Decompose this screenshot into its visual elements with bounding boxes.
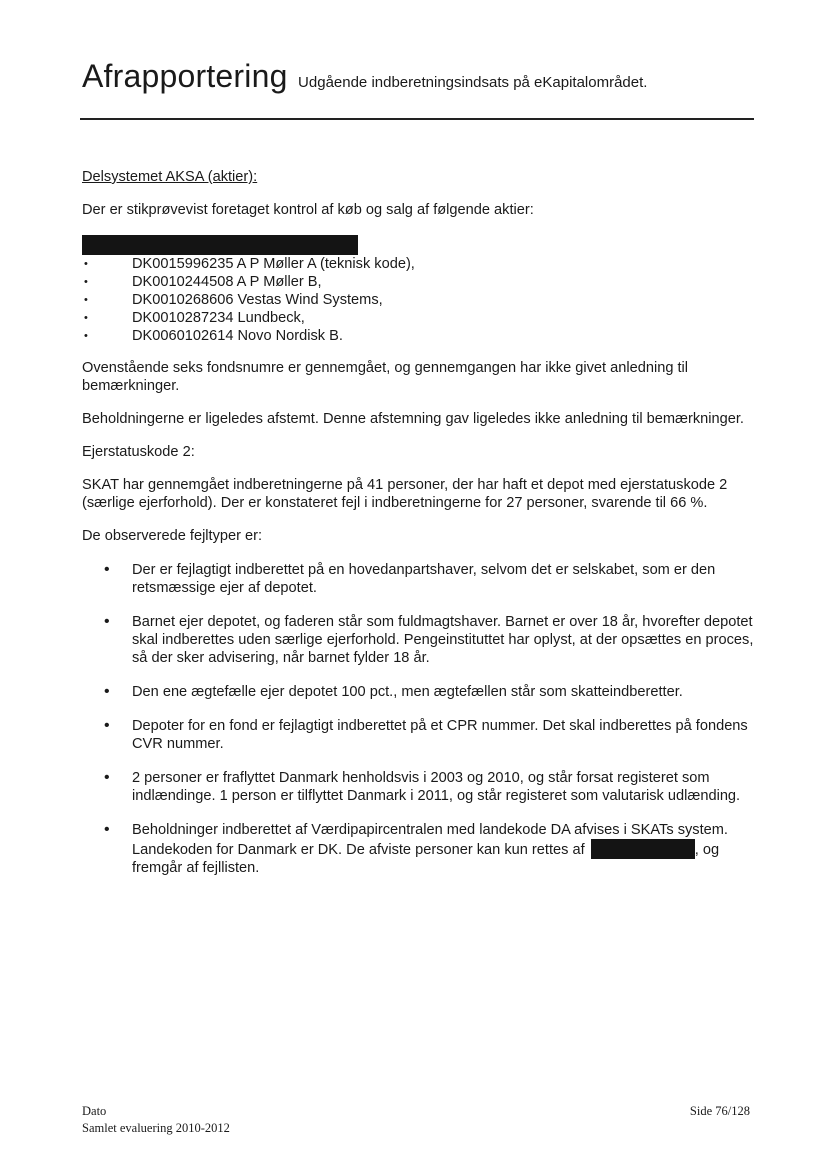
error-type-list [82,561,754,877]
page-header [82,58,647,95]
section-title: Delsystemet AKSA (aktier): [82,169,258,185]
footer-document-name: Samlet evaluering 2010-2012 [82,1121,230,1135]
list-item: • Den ene ægtefælle ejer depotet 100 pct., men ægtefællen står som skatteindberetter. [82,683,754,701]
list-item [82,821,754,877]
list-item: • DK0060102614 Novo Nordisk B. [82,327,754,345]
list-item: • DK0010287234 Lundbeck, [82,309,754,327]
list-item: • 2 personer er fraflyttet Danmark henholdsvis i 2003 og 2010, og står forsat registeret som indlændinge. 1 person er tilflyttet Danmark i 2011, og står registeret som valutarisk udlænding. [82,769,754,805]
list-item: • Barnet ejer depotet, og faderen står som fuldmagtshaver. Barnet er over 18 år, hvorefter depotet skal indberettes uden særlige ejerforhold. Pengeinstituttet har oplyst, at der opsættes en proces, så der sker advisering, når barnet fylder 18 år. [82,613,754,667]
status-heading: Ejerstatuskode 2: [82,444,195,460]
holdings-paragraph: Beholdningerne er ligeledes afstemt. Denne afstemning gav ligeledes ikke anledning til bemærkninger. [82,411,744,427]
redaction-block [82,235,358,255]
footer-date-label: Dato [82,1104,107,1118]
intro-text: Der er stikprøvevist foretaget kontrol af køb og salg af følgende aktier: [82,202,534,218]
skat-paragraph: SKAT har gennemgået indberetningerne på 41 personer, der har haft et depot med ejerstatuskode 2 (særlige ejerforhold). Der er konstateret fejl i indberetningerne for 27 personer, svarende til 66 %. [82,477,728,511]
stock-code-list [82,255,754,345]
page-subtitle: Udgående indberetningsindsats på eKapitalområdet. [298,74,648,91]
review-paragraph: Ovenstående seks fondsnumre er gennemgået, og gennemgangen har ikke givet anledning til bemærkninger. [82,360,689,394]
document-body [82,168,754,893]
list-item: • DK0010244508 A P Møller B, [82,273,754,291]
list-item: • Der er fejlagtigt indberettet på en hovedanpartshaver, selvom det er selskabet, som er den retsmæssige ejer af depotet. [82,561,754,597]
list-item: • DK0015996235 A P Møller A (teknisk kode), [82,255,754,273]
footer-page-number: Side 76/128 [689,1104,750,1118]
footer-left [82,1103,230,1137]
error-types-heading: De observerede fejltyper er: [82,528,263,544]
header-divider [80,118,754,120]
list-item-text-end: , og fremgår af fejllisten. [132,842,720,876]
page-title: Afrapportering [82,58,288,94]
list-item: • Depoter for en fond er fejlagtigt indberettet på et CPR nummer. Det skal indberettes på fondens CVR nummer. [82,717,754,753]
list-item-text: Beholdninger indberettet af Værdipapircentralen med landekode DA afvises i SKATs system. Landekoden for Danmark er DK. De afviste personer kan kun rettes af [132,822,728,858]
list-item: • DK0010268606 Vestas Wind Systems, [82,291,754,309]
redaction-inline [591,839,695,859]
